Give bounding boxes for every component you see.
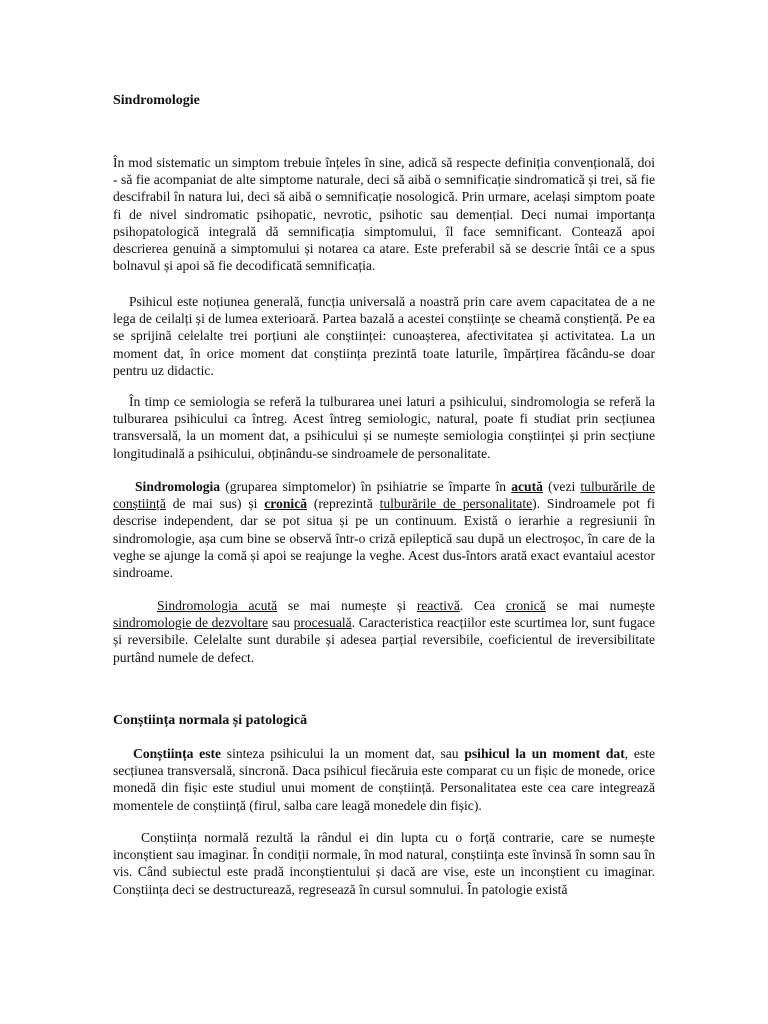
text-run: sau — [268, 615, 294, 631]
paragraph-1: În mod sistematic un simptom trebuie înțeles în sine, adică să respecte definiția convențională, doi - să fie acompaniat de alte simptome naturale, deci să aibă o semnificație sindromatică și trei, să fie descifrabil în natura lui, deci să aibă o semnificație nosologică. Prin urmare, același simptom poate fi de nivel sindromatic psihopatic, nevrotic, psihotic sau demențial. Deci numai importanța psihopatologică integrală dă semnificația simptomului, îl face semnificant. Contează apoi descrierea genuină a simptomului și notarea ca atare. Este preferabil să se descrie întâi ce a spus bolnavul și apoi să fie decodificată semnificația. — [113, 155, 655, 274]
term-cronica-2: cronică — [505, 598, 546, 613]
term-cronica: cronică — [264, 496, 308, 512]
paragraph-6 — [113, 745, 655, 814]
term-sindromologia-acuta: Sindromologia acută — [157, 598, 278, 613]
term-sindromologia: Sindromologia — [135, 479, 221, 494]
paragraph-2: Psihicul este noțiunea generală, funcția universală a noastră prin care avem capacitatea de a ne lega de ceilalți și de lumea exterioară. Partea bazală a acestei conștiințe se cheamă conștiență. Pe ea se sprijină celelalte trei porțiuni ale conștiinței: cunoașterea, afectivitatea și activitatea. La un moment dat, în orice moment dat conștiința prezintă toate laturile, împărțirea făcându-se doar pentru uz didactic. — [113, 294, 655, 378]
text-run: . Cea — [459, 598, 506, 613]
term-reactiva: reactivă — [416, 598, 460, 613]
paragraph-4 — [113, 478, 655, 581]
text-run: , este secțiunea transversală, sincronă. Daca psihicul fiecăruia este comparat cu un fișic de monede, orice monedă din fișic este studiul unui moment de conștiință. Personalitatea este cea care integrează momentele de conștiință (firul, salba care leagă monedele din fișic). — [113, 746, 655, 813]
text-run: (vezi — [542, 479, 581, 494]
text-run: de mai sus) și — [165, 496, 265, 512]
text-run: (reprezintă — [307, 496, 380, 512]
paragraph-3: În timp ce semiologia se referă la tulburarea unei laturi a psihicului, sindromologia se referă la tulburarea psihicului ca întreg. Acest întreg semiologic, natural, poate fi studiat prin secțiunea transversală, la un moment dat, a psihicului și se numește semiologia conștiinței și prin secțiune longitudinală a psihicului, obținându-se sindroamele de personalitate. — [113, 394, 655, 461]
text-run: se mai numește — [545, 598, 655, 613]
paragraph-5 — [113, 597, 655, 666]
link-tulburarile-de-personalitate: tulburările de personalitate — [379, 496, 533, 512]
link-tulburarile-de-constiinta: tulburările de conștiință — [113, 479, 655, 512]
text-run: se mai numește și — [277, 598, 417, 613]
term-psihicul-la-un-moment-dat: psihicul la un moment dat — [464, 746, 625, 761]
term-procesuala: procesuală — [293, 615, 352, 631]
term-constiinta-este: Conștiința este — [133, 746, 222, 761]
term-acuta: acută — [511, 479, 543, 494]
paragraph-7: Conștiința normală rezultă la rândul ei din lupta cu o forță contrarie, care se numește inconștient sau imaginar. În condiții normale, în mod natural, conștiința este învinsă în somn sau în vis. Când subiectul este pradă inconștientului și dacă are vise, este un inconștient cu imaginar. Conștiința deci se destructurează, regresează în cursul somnului. În patologie există — [113, 830, 655, 897]
text-run: ). Sindroamele pot fi descrise independent, dar se pot situa și pe un continuum. Există o ierarhie a regresiunii în sindromologie, așa cum bine se observă într-o criză epileptică sau după un electroșoc, în care de la veghe se ajunge la comă și apoi se reajunge la veghe. Acest dus-întors arată exact evantaiul acestor sindroame. — [113, 496, 655, 581]
text-run: (gruparea simptomelor) în psihiatrie se împarte în — [220, 479, 512, 494]
section-heading-constiinta: Conștiința normala și patologică — [113, 713, 308, 728]
term-sindromologie-de-dezvoltare: sindromologie de dezvoltare — [113, 615, 269, 631]
section-heading-sindromologie: Sindromologie — [113, 93, 200, 108]
text-run: . Caracteristica reacțiilor este scurtimea lor, sunt fugace și reversibile. Celelalte sunt durabile și adesea parțial reversibile, coeficientul de ireversibilitate purtând numele de defect. — [113, 615, 655, 665]
text-run: sinteza psihicului la un moment dat, sau — [221, 746, 465, 761]
